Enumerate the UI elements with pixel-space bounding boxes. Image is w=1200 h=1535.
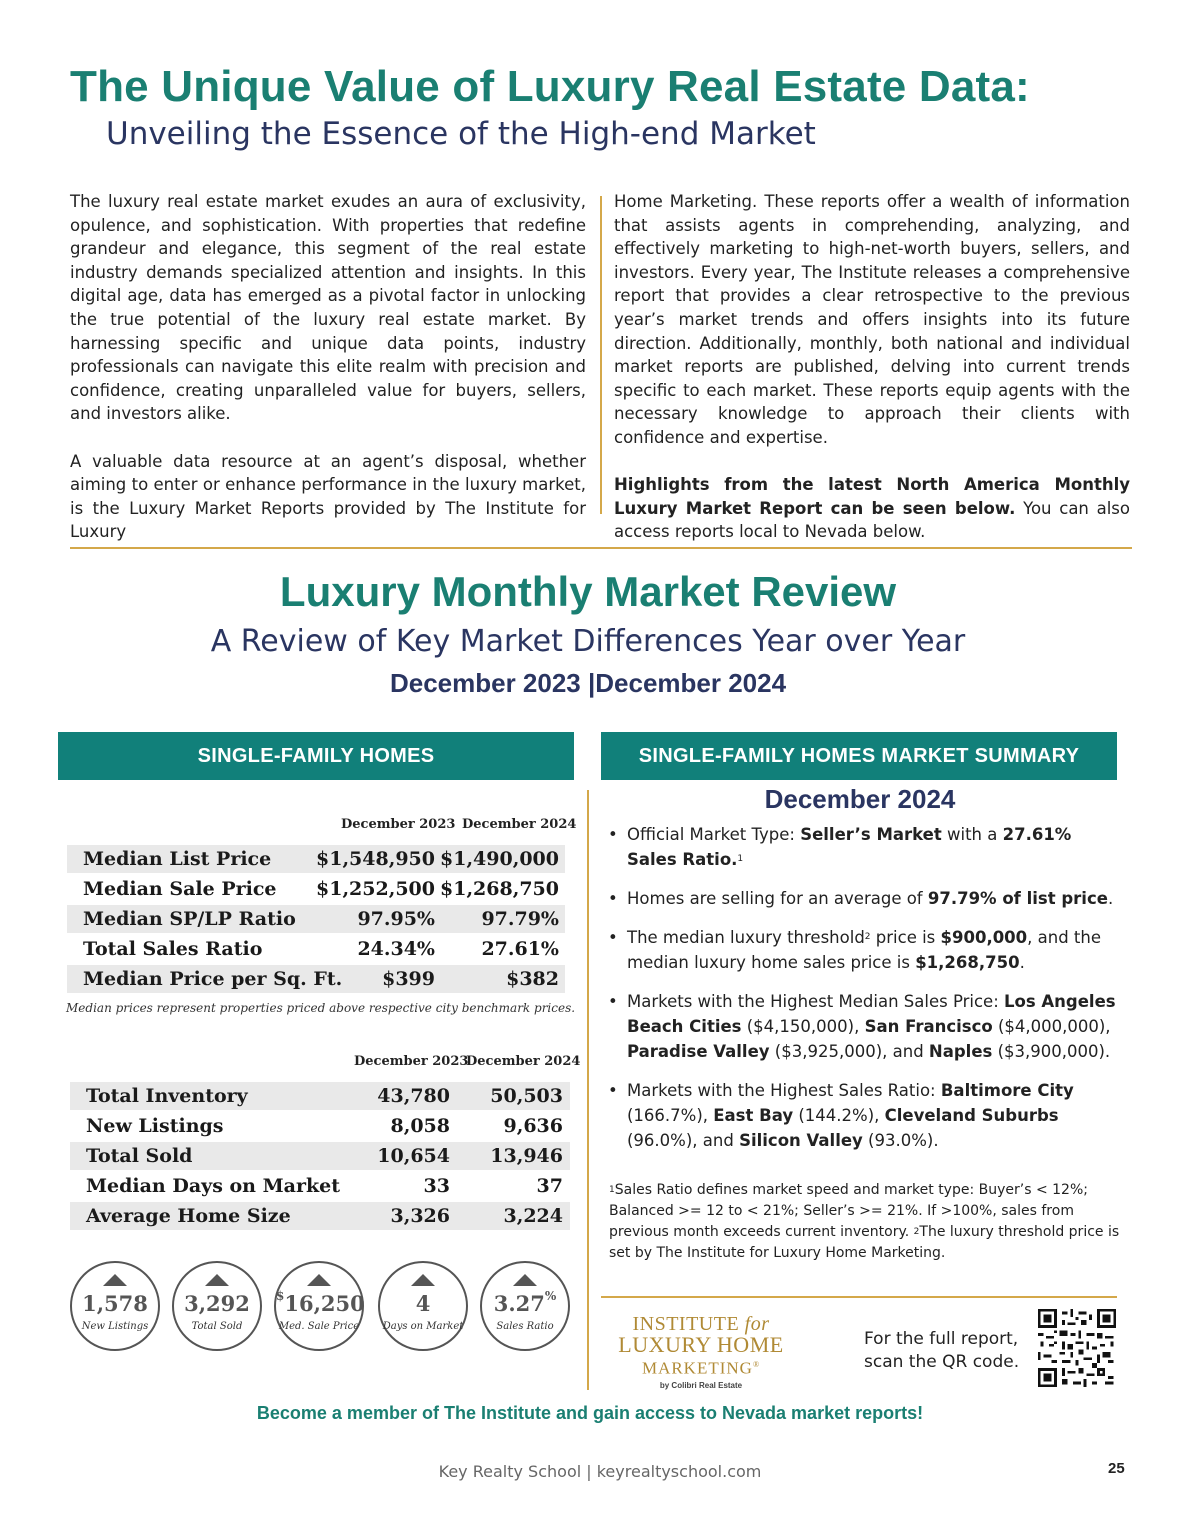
table-row: [67, 875, 565, 903]
badge-label: New Listings: [81, 1321, 149, 1332]
table2-col2-header: December 2024: [466, 1054, 581, 1069]
row-label: Total Sales Ratio: [83, 938, 263, 960]
badge-value: 16,250: [284, 1291, 365, 1316]
badge-value: 3.27: [493, 1291, 545, 1316]
review-subtitle: A Review of Key Market Differences Year over Year: [210, 624, 966, 659]
table-row: [70, 1142, 570, 1170]
up-arrow-icon: [411, 1274, 435, 1286]
table-row: [67, 965, 565, 993]
up-arrow-icon: [205, 1274, 229, 1286]
up-arrow-icon: [513, 1274, 537, 1286]
page-footer: Key Realty School | keyrealtyschool.com: [438, 1462, 762, 1481]
row-label: Total Inventory: [86, 1085, 248, 1107]
badge-label: Sales Ratio: [496, 1321, 554, 1332]
value-prefix: $: [276, 1289, 285, 1303]
intro-left-column: [70, 190, 586, 568]
row-value-2024: 9,636: [503, 1115, 563, 1137]
up-arrow-icon: [307, 1274, 331, 1286]
row-value-2024: 37: [536, 1175, 563, 1197]
qr-code-icon[interactable]: [1038, 1309, 1116, 1387]
single-family-banner: SINGLE-FAMILY HOMES: [58, 732, 574, 780]
list-item: • Homes are selling for an average of 97.79% of list price.: [627, 886, 1123, 911]
scan-instructions: For the full report, scan the QR code.: [864, 1329, 1020, 1372]
median-sale-price-change-badge: [274, 1261, 364, 1351]
intro-paragraph: A valuable data resource at an agent’s disposal, whether aiming to enter or enhance performance in the luxury market, is the Luxury Market Reports provided by The Institute for Luxury: [70, 451, 586, 542]
row-label: Median SP/LP Ratio: [83, 908, 296, 930]
median-prices-note: Median prices represent properties priced above respective city benchmark prices.: [66, 1001, 576, 1015]
table-row: [70, 1112, 570, 1140]
review-dates: December 2023 |December 2024: [389, 668, 787, 698]
row-value-2024: $1,490,000: [440, 848, 559, 870]
table-row: [67, 935, 565, 963]
total-sold-change-badge: [172, 1261, 262, 1351]
page-title: The Unique Value of Luxury Real Estate Data:: [70, 62, 1030, 111]
row-value-2024: 97.79%: [481, 908, 559, 930]
summary-month: December 2024: [764, 784, 956, 814]
row-value-2023: 10,654: [377, 1145, 450, 1167]
column-divider: [600, 196, 602, 514]
institute-logo: INSTITUTE for LUXURY HOME MARKETING® by Colibri Real Estate: [618, 1313, 784, 1390]
list-item: • Markets with the Highest Sales Ratio: Baltimore City (166.7%), East Bay (144.2%), Cleveland Suburbs (96.0%), and Silicon Valley (93.0%).: [627, 1078, 1123, 1153]
row-value-2023: 24.34%: [357, 938, 435, 960]
highlights-lead: Highlights from the latest North America Monthly Luxury Market Report can be seen below.: [614, 475, 1130, 518]
row-value-2024: $382: [506, 968, 559, 990]
list-item: • The median luxury threshold$^2$ price is $900,000, and the median luxury home sales price is $1,268,750.: [627, 925, 1123, 975]
row-value-2023: $1,252,500: [316, 878, 435, 900]
badge-label: Total Sold: [191, 1321, 243, 1332]
badge-label: Days on Market: [382, 1321, 464, 1332]
row-value-2024: 27.61%: [481, 938, 559, 960]
row-value-2023: 3,326: [390, 1205, 450, 1227]
badge-value: 1,578: [82, 1291, 148, 1316]
table-row: [70, 1082, 570, 1110]
intro-paragraph: [614, 473, 1130, 544]
panel-divider: [587, 790, 589, 1390]
badge-value: 3,292: [184, 1291, 250, 1316]
membership-cta[interactable]: Become a member of The Institute and gain access to Nevada market reports!: [256, 1403, 924, 1423]
table-row: [67, 905, 565, 933]
badge-label: Med. Sale Price: [278, 1321, 360, 1332]
intro-paragraph: The luxury real estate market exudes an aura of exclusivity, opulence, and sophistication. With properties that redefine grandeur and elegance, this segment of the real estate industry demands specialized attention and insights. In this digital age, data has emerged as a pivotal factor in unlocking the true potential of the luxury real estate market. By harnessing specific and unique data points, industry professionals can navigate this elite realm with precision and confidence, creating unparalleled value for buyers, sellers, and investors alike.: [70, 192, 586, 424]
page-subtitle: Unveiling the Essence of the High-end Market: [106, 116, 816, 152]
review-title: Luxury Monthly Market Review: [279, 568, 897, 615]
new-listings-change-badge: [70, 1261, 160, 1351]
row-value-2023: 97.95%: [357, 908, 435, 930]
table1-col1-header: December 2023: [341, 817, 456, 832]
row-value-2023: 43,780: [377, 1085, 450, 1107]
table1-col2-header: December 2024: [462, 817, 577, 832]
table-row: [67, 845, 565, 873]
row-value-2024: 50,503: [490, 1085, 563, 1107]
row-value-2024: 3,224: [503, 1205, 563, 1227]
list-item: • Official Market Type: Seller’s Market with a 27.61% Sales Ratio.$^1$: [627, 822, 1123, 872]
intro-right-column: [614, 190, 1130, 568]
row-value-2024: $1,268,750: [440, 878, 559, 900]
badge-value: 4: [415, 1291, 431, 1316]
row-label: Median Days on Market: [86, 1175, 340, 1197]
sales-ratio-change-badge: [480, 1261, 570, 1351]
row-value-2023: 33: [423, 1175, 450, 1197]
market-summary-banner: SINGLE-FAMILY HOMES MARKET SUMMARY: [601, 732, 1117, 780]
highlights-rest: You can also access reports local to Nevada below.: [614, 498, 1130, 542]
logo-divider: [601, 1296, 1117, 1298]
value-suffix: %: [544, 1289, 557, 1303]
intro-paragraph: Home Marketing. These reports offer a wealth of information that assists agents in comprehending, analyzing, and effectively marketing to high-net-worth buyers, sellers, and investors. Every year, The Institute releases a comprehensive report that provides a clear retrospective to the previous year’s market trends and offers insights into its future direction. Additionally, monthly, both national and individual market reports are published, delving into current trends specific to each market. These reports equip agents with the necessary knowledge to approach their clients with confidence and expertise.: [614, 192, 1130, 447]
row-label: Median Price per Sq. Ft.: [83, 968, 343, 990]
footnote: $^1$Sales Ratio defines market speed and market type: Buyer’s < 12%; Balanced >= 12 to < 21%; Seller’s >= 21%. If >100%, sales from previous month exceeds current inventory. $^2$The luxury threshold price is set by The Institute for Luxury Home Marketing.: [609, 1182, 1120, 1261]
row-label: Median List Price: [83, 848, 272, 870]
row-label: New Listings: [86, 1115, 224, 1137]
table-row: [70, 1202, 570, 1230]
section-divider: [70, 547, 1132, 549]
row-value-2024: 13,946: [490, 1145, 563, 1167]
days-on-market-change-badge: [378, 1261, 468, 1351]
table2-col1-header: December 2023: [354, 1054, 469, 1069]
up-arrow-icon: [103, 1274, 127, 1286]
row-label: Median Sale Price: [83, 878, 277, 900]
row-value-2023: $399: [382, 968, 435, 990]
list-item: • Markets with the Highest Median Sales Price: Los Angeles Beach Cities ($4,150,000), San Francisco ($4,000,000), Paradise Valley ($3,925,000), and Naples ($3,900,000).: [627, 989, 1123, 1064]
row-label: Average Home Size: [86, 1205, 291, 1227]
summary-bullets: [608, 822, 1123, 1167]
page-number: 25: [1108, 1460, 1125, 1477]
row-label: Total Sold: [86, 1145, 193, 1167]
table-row: [70, 1172, 570, 1200]
row-value-2023: $1,548,950: [316, 848, 435, 870]
row-value-2023: 8,058: [390, 1115, 450, 1137]
